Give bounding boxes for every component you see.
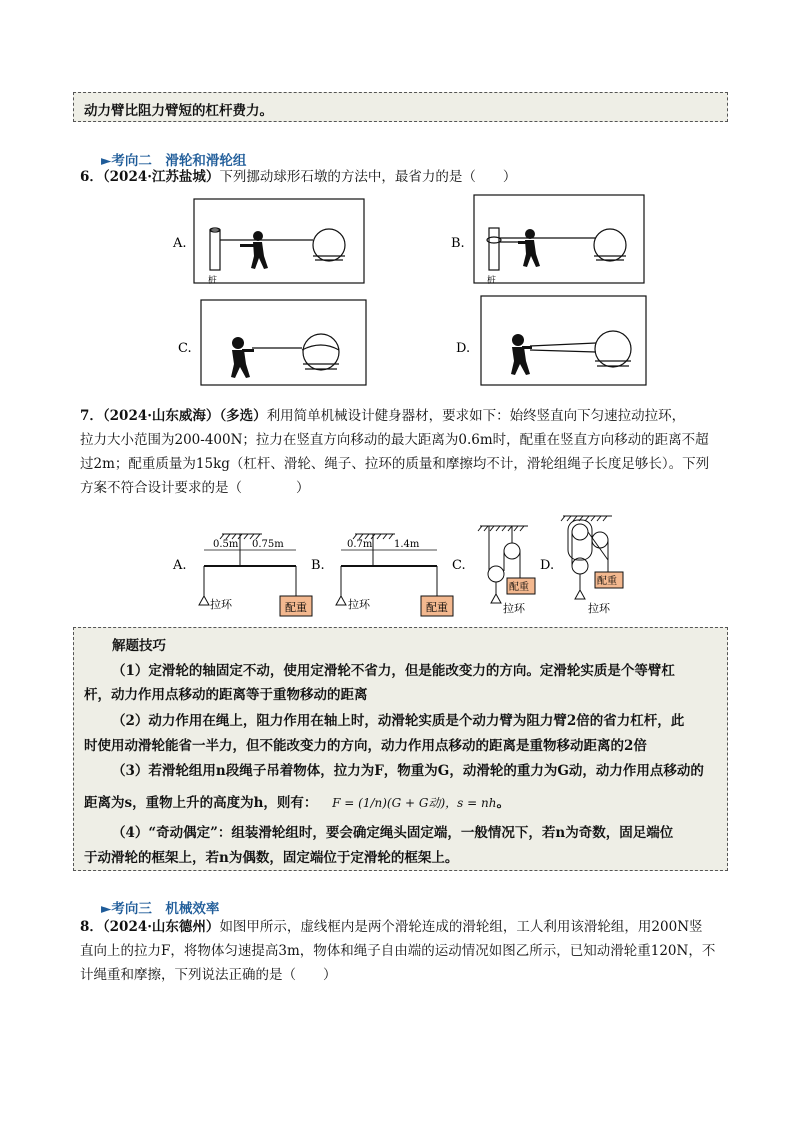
section-heading-2: ►考向二 滑轮和滑轮组 <box>101 153 247 169</box>
q6-source: （2024·江苏盐城） <box>102 169 220 185</box>
pull-ring-icon <box>199 596 209 605</box>
tips-p1a: （1）定滑轮的轴固定不动，使用定滑轮不省力，但是能改变力的方向。定滑轮实质是个等臂杠 <box>112 663 675 679</box>
tips-p4a: （4）“奇动偶定”：组装滑轮组时，要会确定绳头固定端，一般情况下，若n为奇数，固足端位 <box>112 825 674 841</box>
tips-p4b: 于动滑轮的框架上，若n为偶数，固定端位于定滑轮的框架上。 <box>84 850 459 866</box>
tips-p1b: 杆，动力作用点移动的距离等于重物移动的距离 <box>84 687 368 703</box>
q8-source: （2024·山东德州） <box>102 919 220 935</box>
tips-p3b: 距离为s，重物上升的高度为h，则有： <box>84 795 318 811</box>
q7-b-left-length: 0.7m <box>347 539 373 550</box>
q7-b-weight-label: 配重 <box>426 601 448 614</box>
q7-line3: 过2m；配重质量为15kg（杠杆、滑轮、绳子、拉环的质量和摩擦均不计，滑轮组绳子长度足够长）。下列 <box>80 456 710 472</box>
pull-ring-icon <box>336 596 346 605</box>
q7-d-weight-label: 配重 <box>597 576 617 587</box>
q8-number: 8． <box>80 919 103 935</box>
q7-a-left-length: 0.5m <box>213 539 239 550</box>
q7-c-weight-label: 配重 <box>509 582 529 593</box>
pull-ring-icon <box>491 594 501 603</box>
q7-a-right-length: 0.75m <box>252 539 284 550</box>
tips-p3a: （3）若滑轮组用n段绳子吊着物体，拉力为F，物重为G，动滑轮的重力为G动，动力作用点移动的 <box>112 763 704 779</box>
q7-a-weight-label: 配重 <box>285 601 307 614</box>
q7-c-ring-label: 拉环 <box>503 602 525 615</box>
q7-option-a-label: A. <box>173 558 187 573</box>
q6-stem: 下列挪动球形石墩的方法中，最省力的是（ ） <box>219 169 517 185</box>
tips-p3-line <box>84 791 717 811</box>
q6-b-post-label: 桩 <box>487 276 497 286</box>
q7-b-ring-label: 拉环 <box>348 598 370 611</box>
tips-p3-end: 。 <box>496 795 510 811</box>
q7-option-b-label: B. <box>311 558 325 573</box>
q8-line1: 如图甲所示，虚线框内是两个滑轮连成的滑轮组，工人利用该滑轮组，用200N竖 <box>219 919 703 935</box>
q7-a-ring-label: 拉环 <box>210 598 232 611</box>
q6-a-post-label: 桩 <box>208 276 218 286</box>
q7-line1: 利用简单机械设计健身器材，要求如下：始终竖直向下匀速拉动拉环， <box>266 408 686 424</box>
tips-title: 解题技巧 <box>112 638 166 654</box>
q7-option-d-label: D. <box>540 558 555 573</box>
fixed-pulley-icon-2 <box>592 532 608 548</box>
q6-option-b-label: B. <box>451 236 465 251</box>
question-8 <box>80 915 730 987</box>
q6-option-a-label: A. <box>173 236 187 251</box>
q6-option-d-label: D. <box>456 341 471 356</box>
q7-option-c-label: C. <box>452 558 466 573</box>
q7-multi: （多选） <box>219 408 267 424</box>
q6-number: 6． <box>80 169 103 185</box>
q7-source: （2024·山东威海） <box>102 408 220 424</box>
q7-d-ring-label: 拉环 <box>588 602 610 615</box>
fixed-pulley-icon <box>504 543 520 559</box>
q6-option-c-label: C. <box>178 341 192 356</box>
tips-p2b: 时使用动滑轮能省一半力，但不能改变力的方向，动力作用点移动的距离是重物移动距离的2倍 <box>84 738 647 754</box>
section-heading-3: ►考向三 机械效率 <box>101 901 220 917</box>
q7-line4: 方案不符合设计要求的是（ ） <box>80 480 310 496</box>
q7-number: 7． <box>80 408 103 424</box>
tips-p2a: （2）动力作用在绳上，阻力作用在轴上时，动滑轮实质是个动力臂为阻力臂2倍的省力杠杆，此 <box>112 713 685 729</box>
q7-b-right-length: 1.4m <box>394 539 420 550</box>
tip-top-text: 动力臂比阻力臂短的杠杆费力。 <box>84 103 273 119</box>
q8-line3: 计绳重和摩擦，下列说法正确的是（ ） <box>80 967 337 983</box>
q7-line2: 拉力大小范围为200-400N；拉力在竖直方向移动的最大距离为0.6m时，配重在竖直方向移动的距离不超 <box>80 432 709 448</box>
fixed-pulley-icon <box>572 524 588 540</box>
movable-pulley-icon <box>488 566 504 582</box>
tips-box <box>73 627 728 871</box>
q8-line2: 直向上的拉力F，将物体匀速提高3m，物体和绳子自由端的运动情况如图乙所示，已知动滑轮重120N，不 <box>80 943 716 959</box>
tips-formula: F = (1/n)(G + G动)，s = nh <box>332 796 497 810</box>
pull-ring-icon <box>575 590 585 599</box>
